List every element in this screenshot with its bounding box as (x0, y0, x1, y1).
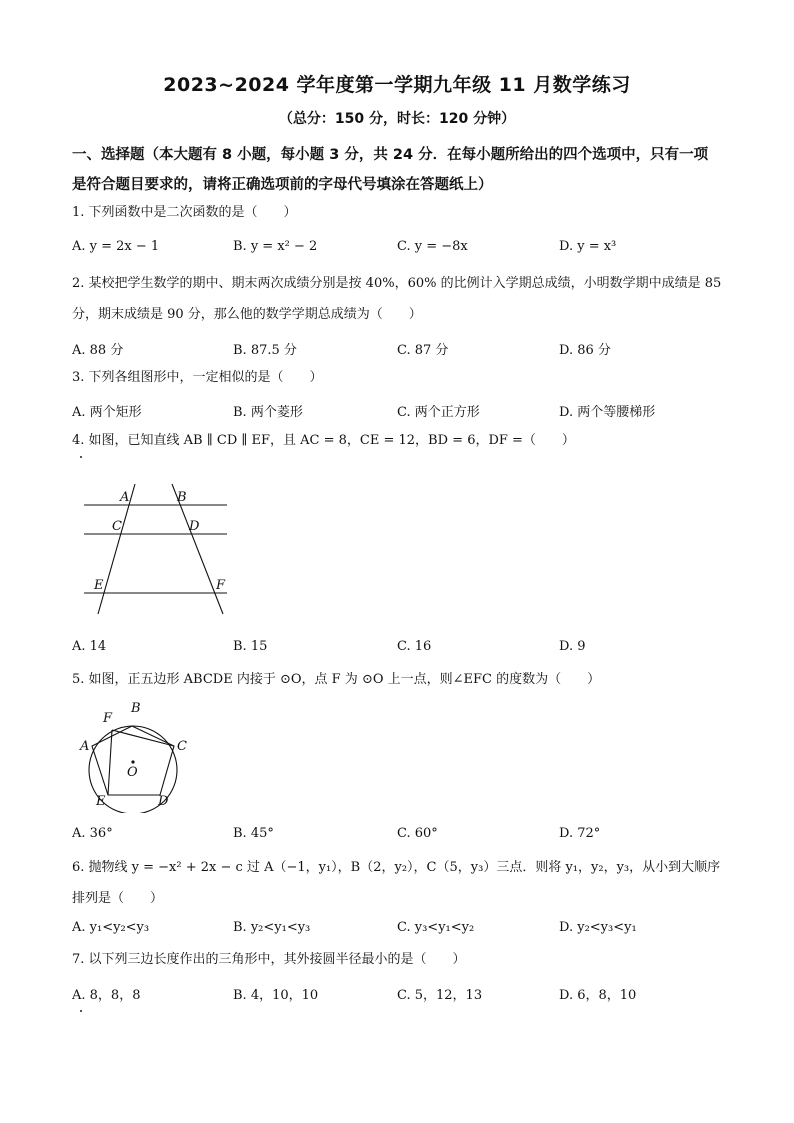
page-subtitle: （总分：150 分，时长：120 分钟） (278, 111, 516, 127)
question-3-option-c: C. 两个正方形 (397, 405, 480, 420)
question-4-option-d: D. 9 (559, 639, 586, 654)
question-3-option-b: B. 两个菱形 (233, 405, 303, 420)
label-f: F (103, 711, 113, 726)
question-7-option-d: D. 6，8，10 (559, 988, 637, 1003)
question-6-option-d: D. y₂<y₃<y₁ (559, 920, 637, 935)
question-1-option-c: C. y = −8x (397, 239, 468, 254)
question-1-stem: 1. 下列函数中是二次函数的是（ ） (72, 205, 297, 220)
question-5-option-d: D. 72° (559, 826, 601, 841)
question-6-options (72, 920, 722, 940)
question-5-option-c: C. 60° (397, 826, 438, 841)
center-point (131, 760, 134, 763)
label-e: E (94, 578, 104, 593)
label-b: B (177, 490, 187, 505)
question-1-option-d: D. y = x³ (559, 239, 617, 254)
label-c: C (112, 519, 122, 534)
question-7-option-a: A. 8，8，8 (72, 988, 141, 1003)
question-4-stem: 4. 如图，已知直线 AB ∥ CD ∥ EF，且 AC = 8，CE = 12，BD = 6，DF =（ ） (72, 433, 575, 448)
question-2-option-a: A. 88 分 (72, 343, 124, 358)
figure-parallel-lines (74, 480, 244, 620)
label-b: B (131, 701, 141, 716)
segment-fe (108, 730, 112, 795)
question-1-options (72, 239, 722, 259)
question-5-stem: 5. 如图，正五边形 ABCDE 内接于 ⊙O，点 F 为 ⊙O 上一点，则∠EFC 的度数为（ ） (72, 672, 601, 687)
question-3-option-a: A. 两个矩形 (72, 405, 142, 420)
question-4-option-c: C. 16 (397, 639, 432, 654)
label-c: C (177, 739, 187, 754)
question-2-option-d: D. 86 分 (559, 343, 611, 358)
stray-mark (80, 456, 82, 458)
question-6-stem: 6. 抛物线 y = −x² + 2x − c 过 A（−1，y₁），B（2，y₂），C（5，y₃）三点．则将 y₁，y₂，y₃，从小到大顺序排列是（ ） (72, 860, 721, 906)
question-3-options (72, 401, 722, 421)
question-2-stem: 2. 某校把学生数学的期中、期末两次成绩分别是按 40%，60% 的比例计入学期总成绩，小明数学期中成绩是 85 分，期末成绩是 90 分，那么他的数学学期总成绩为（ ） (72, 276, 722, 322)
transversal-left (98, 484, 135, 614)
question-1-option-b: B. y = x² − 2 (233, 239, 318, 254)
label-e: E (96, 794, 106, 809)
question-5-options (72, 826, 722, 846)
question-6-option-b: B. y₂<y₁<y₃ (233, 920, 311, 935)
page-title: 2023~2024 学年度第一学期九年级 11 月数学练习 (163, 74, 631, 96)
question-5-option-b: B. 45° (233, 826, 274, 841)
section-heading: 一、选择题（本大题有 8 小题，每小题 3 分，共 24 分．在每小题所给出的四个选项中，只有一项是符合题目要求的，请将正确选项前的字母代号填涂在答题纸上） (72, 147, 709, 193)
label-f: F (216, 578, 226, 593)
label-a: A (120, 490, 130, 505)
label-d: D (189, 519, 200, 534)
question-5-option-a: A. 36° (72, 826, 113, 841)
question-7-option-b: B. 4，10，10 (233, 988, 319, 1003)
question-7-stem: 7. 以下列三边长度作出的三角形中，其外接圆半径最小的是（ ） (72, 952, 466, 967)
question-4-option-a: A. 14 (72, 639, 107, 654)
question-6-option-c: C. y₃<y₁<y₂ (397, 920, 475, 935)
question-7-option-c: C. 5，12，13 (397, 988, 483, 1003)
label-o: O (127, 765, 138, 780)
question-4-option-b: B. 15 (233, 639, 268, 654)
stray-mark (80, 1010, 82, 1012)
question-6-option-a: A. y₁<y₂<y₃ (72, 920, 150, 935)
question-4-options (72, 639, 722, 659)
question-2-option-c: C. 87 分 (397, 343, 449, 358)
question-1-option-a: A. y = 2x − 1 (72, 239, 160, 254)
segment-fc (112, 730, 174, 746)
figure-pentagon-circle (74, 698, 194, 813)
question-3-option-d: D. 两个等腰梯形 (559, 405, 656, 420)
question-7-options (72, 984, 722, 1004)
question-2-option-b: B. 87.5 分 (233, 343, 297, 358)
label-d: D (158, 794, 169, 809)
question-2-options (72, 339, 722, 359)
question-3-stem: 3. 下列各组图形中，一定相似的是（ ） (72, 370, 323, 385)
label-a: A (80, 739, 90, 754)
